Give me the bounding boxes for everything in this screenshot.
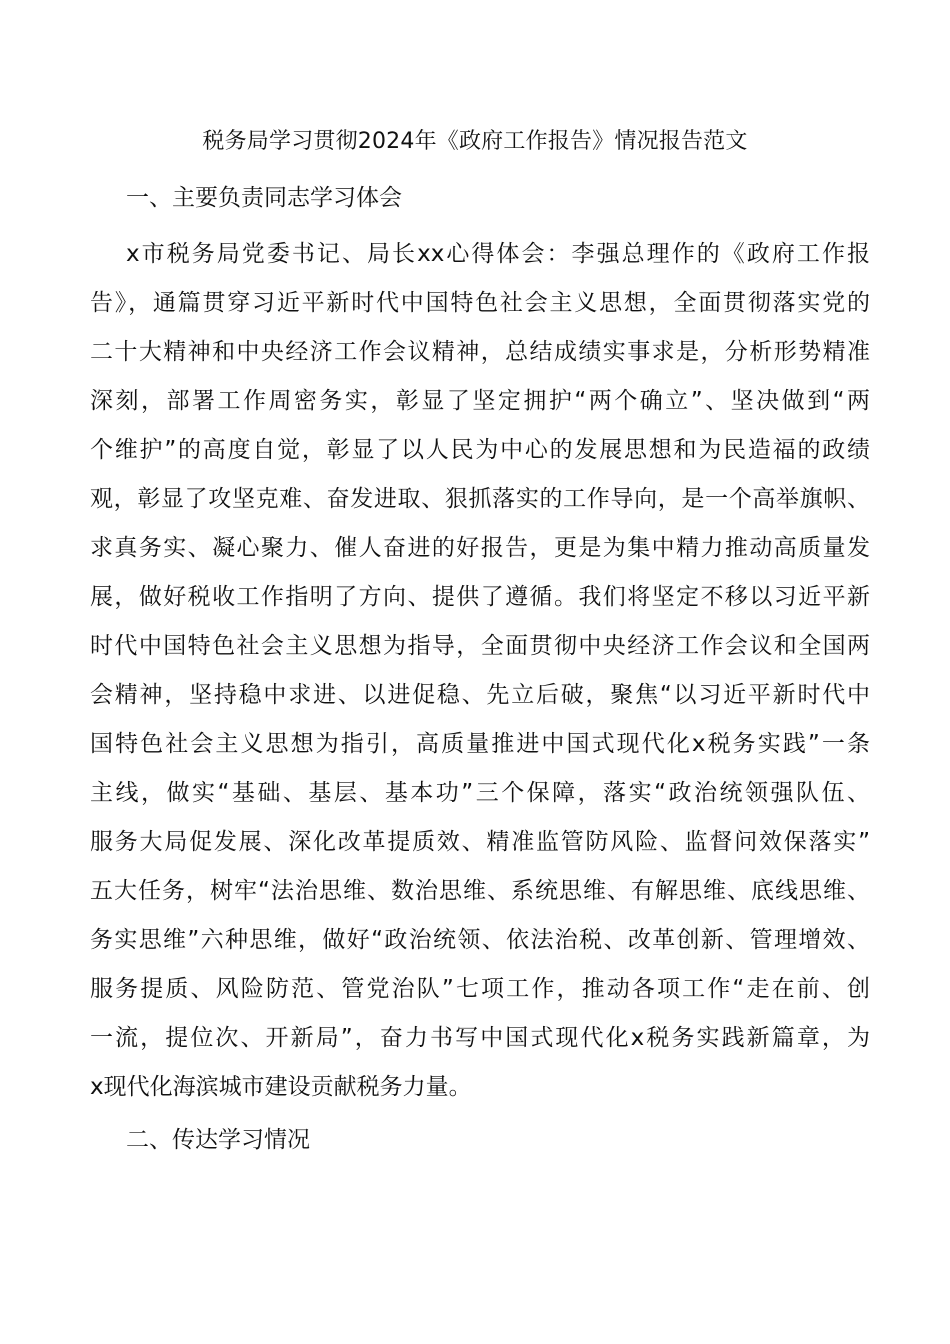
paragraph-line: 深刻，部署工作周密务实，彰显了坚定拥护“两个确立”、坚决做到“两: [90, 388, 870, 414]
paragraph-line: 求真务实、凝心聚力、催人奋进的好报告，更是为集中精力推动高质量发: [90, 535, 870, 561]
paragraph-line: x市税务局党委书记、局长xx心得体会：李强总理作的《政府工作报: [126, 241, 870, 267]
section-heading-1: 一、主要负责同志学习体会: [126, 185, 402, 211]
paragraph-line: 告》，通篇贯穿习近平新时代中国特色社会主义思想，全面贯彻落实党的: [90, 290, 870, 316]
paragraph-line: 务实思维”六种思维，做好“政治统领、依法治税、改革创新、管理增效、: [90, 927, 870, 953]
section-heading-2: 二、传达学习情况: [126, 1127, 310, 1153]
paragraph-line: 国特色社会主义思想为指引，高质量推进中国式现代化x税务实践”一条: [90, 731, 870, 757]
paragraph-line: 服务提质、风险防范、管党治队”七项工作，推动各项工作“走在前、创: [90, 976, 870, 1002]
paragraph-line: 展，做好税收工作指明了方向、提供了遵循。我们将坚定不移以习近平新: [90, 584, 870, 610]
paragraph-1: [90, 230, 870, 1112]
paragraph-line: 观，彰显了攻坚克难、奋发进取、狠抓落实的工作导向，是一个高举旗帜、: [90, 486, 870, 512]
paragraph-line: 一流，提位次、开新局”，奋力书写中国式现代化x税务实践新篇章，为: [90, 1025, 870, 1051]
paragraph-line: 个维护”的高度自觉，彰显了以人民为中心的发展思想和为民造福的政绩: [90, 437, 870, 463]
paragraph-line: 五大任务，树牢“法治思维、数治思维、系统思维、有解思维、底线思维、: [90, 878, 870, 904]
paragraph-line: 二十大精神和中央经济工作会议精神，总结成绩实事求是，分析形势精准: [90, 339, 870, 365]
paragraph-line: 服务大局促发展、深化改革提质效、精准监管防风险、监督问效保落实”: [90, 829, 870, 855]
paragraph-line: 主线，做实“基础、基层、基本功”三个保障，落实“政治统领强队伍、: [90, 780, 870, 806]
paragraph-line: 时代中国特色社会主义思想为指导，全面贯彻中央经济工作会议和全国两: [90, 633, 870, 659]
document-title: 税务局学习贯彻2024年《政府工作报告》情况报告范文: [202, 129, 748, 154]
paragraph-line: 会精神，坚持稳中求进、以进促稳、先立后破，聚焦“以习近平新时代中: [90, 682, 870, 708]
paragraph-line: x现代化海滨城市建设贡献税务力量。: [90, 1074, 472, 1100]
